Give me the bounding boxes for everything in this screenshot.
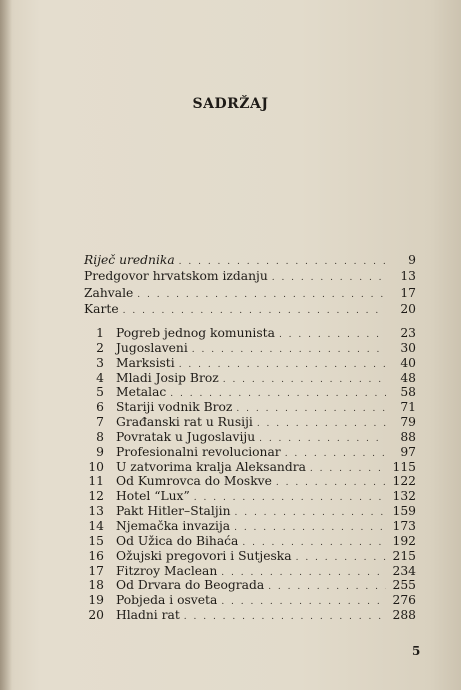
front-matter-page: 17 xyxy=(400,285,416,300)
chapter-page: 30 xyxy=(400,340,416,355)
chapter-row xyxy=(84,341,416,356)
page-number: 5 xyxy=(412,644,421,658)
chapter-row xyxy=(84,326,416,341)
chapter-number: 11 xyxy=(88,474,104,489)
chapter-title: Hotel “Lux” xyxy=(116,489,190,504)
chapter-page: 234 xyxy=(392,563,416,578)
chapter-number: 19 xyxy=(88,593,104,608)
chapter-row xyxy=(84,460,416,475)
chapter-number: 18 xyxy=(88,578,104,593)
chapter-title: Metalac xyxy=(116,385,167,400)
front-matter-title: Karte xyxy=(84,302,119,317)
chapter-row xyxy=(84,415,416,430)
chapter-number: 6 xyxy=(96,400,104,415)
chapter-title: Njemačka invazija xyxy=(116,518,231,533)
front-matter-row xyxy=(84,285,416,301)
chapter-number: 12 xyxy=(88,489,104,504)
chapter-title: Povratak u Jugoslaviju xyxy=(116,429,256,444)
chapter-page: 122 xyxy=(392,474,416,489)
chapter-page: 48 xyxy=(400,370,416,385)
front-matter-list xyxy=(84,252,416,318)
chapter-row xyxy=(84,549,416,564)
chapter-title: Mladi Josip Broz xyxy=(116,370,219,385)
front-matter-row xyxy=(84,252,416,268)
chapter-title: Marksisti xyxy=(116,355,175,370)
front-matter-row xyxy=(84,301,416,317)
chapter-row xyxy=(84,519,416,534)
chapter-row xyxy=(84,578,416,593)
front-matter-page: 13 xyxy=(400,269,416,284)
chapter-page: 23 xyxy=(400,326,416,340)
chapter-number: 9 xyxy=(96,444,104,459)
chapter-title: Profesionalni revolucionar xyxy=(116,444,281,459)
chapter-number: 1 xyxy=(96,326,104,340)
chapter-page: 88 xyxy=(400,429,416,444)
chapter-page: 132 xyxy=(392,489,416,504)
chapter-title: Hladni rat xyxy=(116,608,180,623)
chapter-number: 3 xyxy=(96,355,104,370)
chapter-row xyxy=(84,400,416,415)
chapter-row xyxy=(84,385,416,400)
chapter-row xyxy=(84,489,416,504)
chapter-title: Stariji vodnik Broz xyxy=(116,400,233,415)
front-matter-title: Riječ urednika xyxy=(84,253,175,267)
chapter-row xyxy=(84,608,416,623)
chapter-title: Od Kumrovca do Moskve xyxy=(116,474,272,489)
chapter-row xyxy=(84,445,416,460)
chapter-page: 288 xyxy=(392,608,416,623)
front-matter-page: 20 xyxy=(400,302,416,317)
chapter-title: U zatvorima kralja Aleksandra xyxy=(116,459,306,474)
contents-heading: SADRŽAJ xyxy=(192,96,269,112)
chapter-page: 115 xyxy=(392,459,416,474)
chapter-row xyxy=(84,356,416,371)
chapter-number: 14 xyxy=(88,518,104,533)
chapter-row xyxy=(84,474,416,489)
chapter-title: Jugoslaveni xyxy=(116,340,188,355)
chapter-title: Od Drvara do Beograda xyxy=(116,578,265,593)
chapter-list xyxy=(84,326,416,623)
chapter-row xyxy=(84,371,416,386)
chapter-page: 215 xyxy=(392,548,416,563)
chapter-title: Ožujski pregovori i Sutjeska xyxy=(116,548,292,563)
chapter-title: Fitzroy Maclean xyxy=(116,563,218,578)
chapter-number: 2 xyxy=(96,340,104,355)
chapter-number: 4 xyxy=(96,370,104,385)
chapter-row xyxy=(84,564,416,579)
chapter-title: Pogreb jednog komunista xyxy=(116,326,275,340)
chapter-number: 15 xyxy=(88,533,104,548)
chapter-title: Od Užica do Bihaća xyxy=(116,533,239,548)
chapter-number: 10 xyxy=(88,459,104,474)
chapter-row xyxy=(84,430,416,445)
chapter-number: 13 xyxy=(88,504,104,519)
chapter-row xyxy=(84,593,416,608)
front-matter-row xyxy=(84,268,416,284)
chapter-number: 17 xyxy=(88,563,104,578)
front-matter-page: 9 xyxy=(408,253,416,267)
chapter-title: Pobjeda i osveta xyxy=(116,593,218,608)
chapter-page: 79 xyxy=(400,415,416,430)
chapter-title: Pakt Hitler–Staljin xyxy=(116,504,231,519)
chapter-number: 5 xyxy=(96,385,104,400)
front-matter-title: Predgovor hrvatskom izdanju xyxy=(84,269,268,284)
chapter-page: 71 xyxy=(400,400,416,415)
leader-dots xyxy=(123,301,386,319)
chapter-title: Građanski rat u Rusiji xyxy=(116,415,253,430)
chapter-row xyxy=(84,534,416,549)
chapter-page: 276 xyxy=(392,593,416,608)
chapter-page: 255 xyxy=(392,578,416,593)
leader-dots xyxy=(184,608,386,625)
chapter-number: 7 xyxy=(96,415,104,430)
front-matter-title: Zahvale xyxy=(84,285,134,300)
chapter-number: 16 xyxy=(88,548,104,563)
chapter-page: 40 xyxy=(400,355,416,370)
chapter-page: 192 xyxy=(392,533,416,548)
chapter-number: 20 xyxy=(88,608,104,623)
chapter-page: 58 xyxy=(400,385,416,400)
chapter-page: 173 xyxy=(392,518,416,533)
chapter-page: 159 xyxy=(392,504,416,519)
chapter-page: 97 xyxy=(400,444,416,459)
chapter-row xyxy=(84,504,416,519)
chapter-number: 8 xyxy=(96,429,104,444)
